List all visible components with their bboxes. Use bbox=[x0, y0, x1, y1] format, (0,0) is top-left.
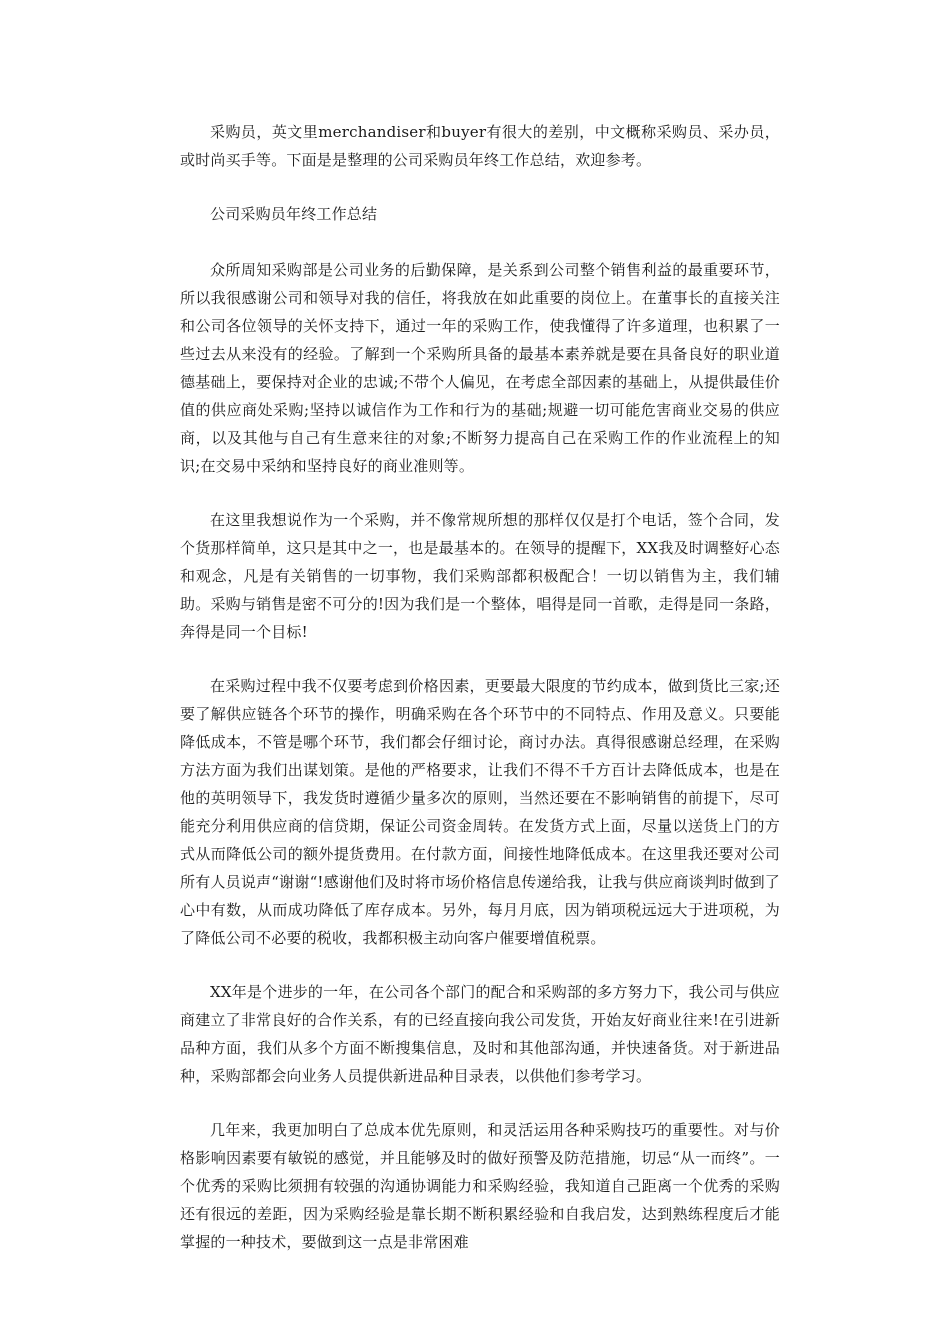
body-paragraph-5: 几年来，我更加明白了总成本优先原则，和灵活运用各种采购技巧的重要性。对与价格影响因素要有敏锐的感觉，并且能够及时的做好预警及防范措施，切忌“从一而终”。一个优秀的采购比须拥有较强的沟通协调能力和采购经验，我知道自己距离一个优秀的采购还有很远的差距，因为采购经验是靠长期不断积累经验和自我启发，达到熟练程度后才能掌握的一种技术，要做到这一点是非常困难 bbox=[180, 1121, 780, 1251]
document-body bbox=[180, 118, 780, 1282]
document-title: 公司采购员年终工作总结 bbox=[210, 205, 378, 223]
body-paragraph-3: 在采购过程中我不仅要考虑到价格因素，更要最大限度的节约成本，做到货比三家;还要了解供应链各个环节的操作，明确采购在各个环节中的不同特点、作用及意义。只要能降低成本，不管是哪个环节，我们都会仔细讨论，商讨办法。真得很感谢总经理，在采购方法方面为我们出谋划策。是他的严格要求，让我们不得不千方百计去降低成本，也是在他的英明领导下，我发货时遵循少量多次的原则，当然还要在不影响销售的前提下，尽可能充分利用供应商的信贷期，保证公司资金周转。在发货方式上面，尽量以送货上门的方式从而降低公司的额外提货费用。在付款方面，间接性地降低成本。在这里我还要对公司所有人员说声“谢谢“!感谢他们及时将市场价格信息传递给我，让我与供应商谈判时做到了心中有数，从而成功降低了库存成本。另外，每月月底，因为销项税远远大于进项税，为了降低公司不必要的税收，我都积极主动向客户催要增值税票。 bbox=[180, 677, 780, 947]
intro-paragraph: 采购员，英文里merchandiser和buyer有很大的差别，中文概称采购员、采办员，或时尚买手等。下面是是整理的公司采购员年终工作总结，欢迎参考。 bbox=[180, 123, 780, 169]
body-paragraph-2: 在这里我想说作为一个采购，并不像常规所想的那样仅仅是打个电话，签个合同，发个货那样简单，这只是其中之一，也是最基本的。在领导的提醒下，XX我及时调整好心态和观念，凡是有关销售的一切事物，我们采购部都积极配合！一切以销售为主，我们辅助。采购与销售是密不可分的!因为我们是一个整体，唱得是同一首歌，走得是同一条路，奔得是同一个目标! bbox=[180, 511, 780, 641]
body-paragraph-4: XX年是个进步的一年，在公司各个部门的配合和采购部的多方努力下，我公司与供应商建立了非常良好的合作关系，有的已经直接向我公司发货，开始友好商业往来!在引进新品种方面，我们从多个方面不断搜集信息，及时和其他部沟通，并快速备货。对于新进品种，采购部都会向业务人员提供新进品种目录表，以供他们参考学习。 bbox=[180, 983, 780, 1085]
body-paragraph-1: 众所周知采购部是公司业务的后勤保障，是关系到公司整个销售利益的最重要环节，所以我很感谢公司和领导对我的信任，将我放在如此重要的岗位上。在董事长的直接关注和公司各位领导的关怀支持下，通过一年的采购工作，使我懂得了许多道理，也积累了一些过去从来没有的经验。了解到一个采购所具备的最基本素养就是要在具备良好的职业道德基础上，要保持对企业的忠诚;不带个人偏见，在考虑全部因素的基础上，从提供最佳价值的供应商处采购;坚持以诚信作为工作和行为的基础;规避一切可能危害商业交易的供应商，以及其他与自己有生意来往的对象;不断努力提高自己在采购工作的作业流程上的知识;在交易中采纳和坚持良好的商业准则等。 bbox=[180, 261, 780, 475]
